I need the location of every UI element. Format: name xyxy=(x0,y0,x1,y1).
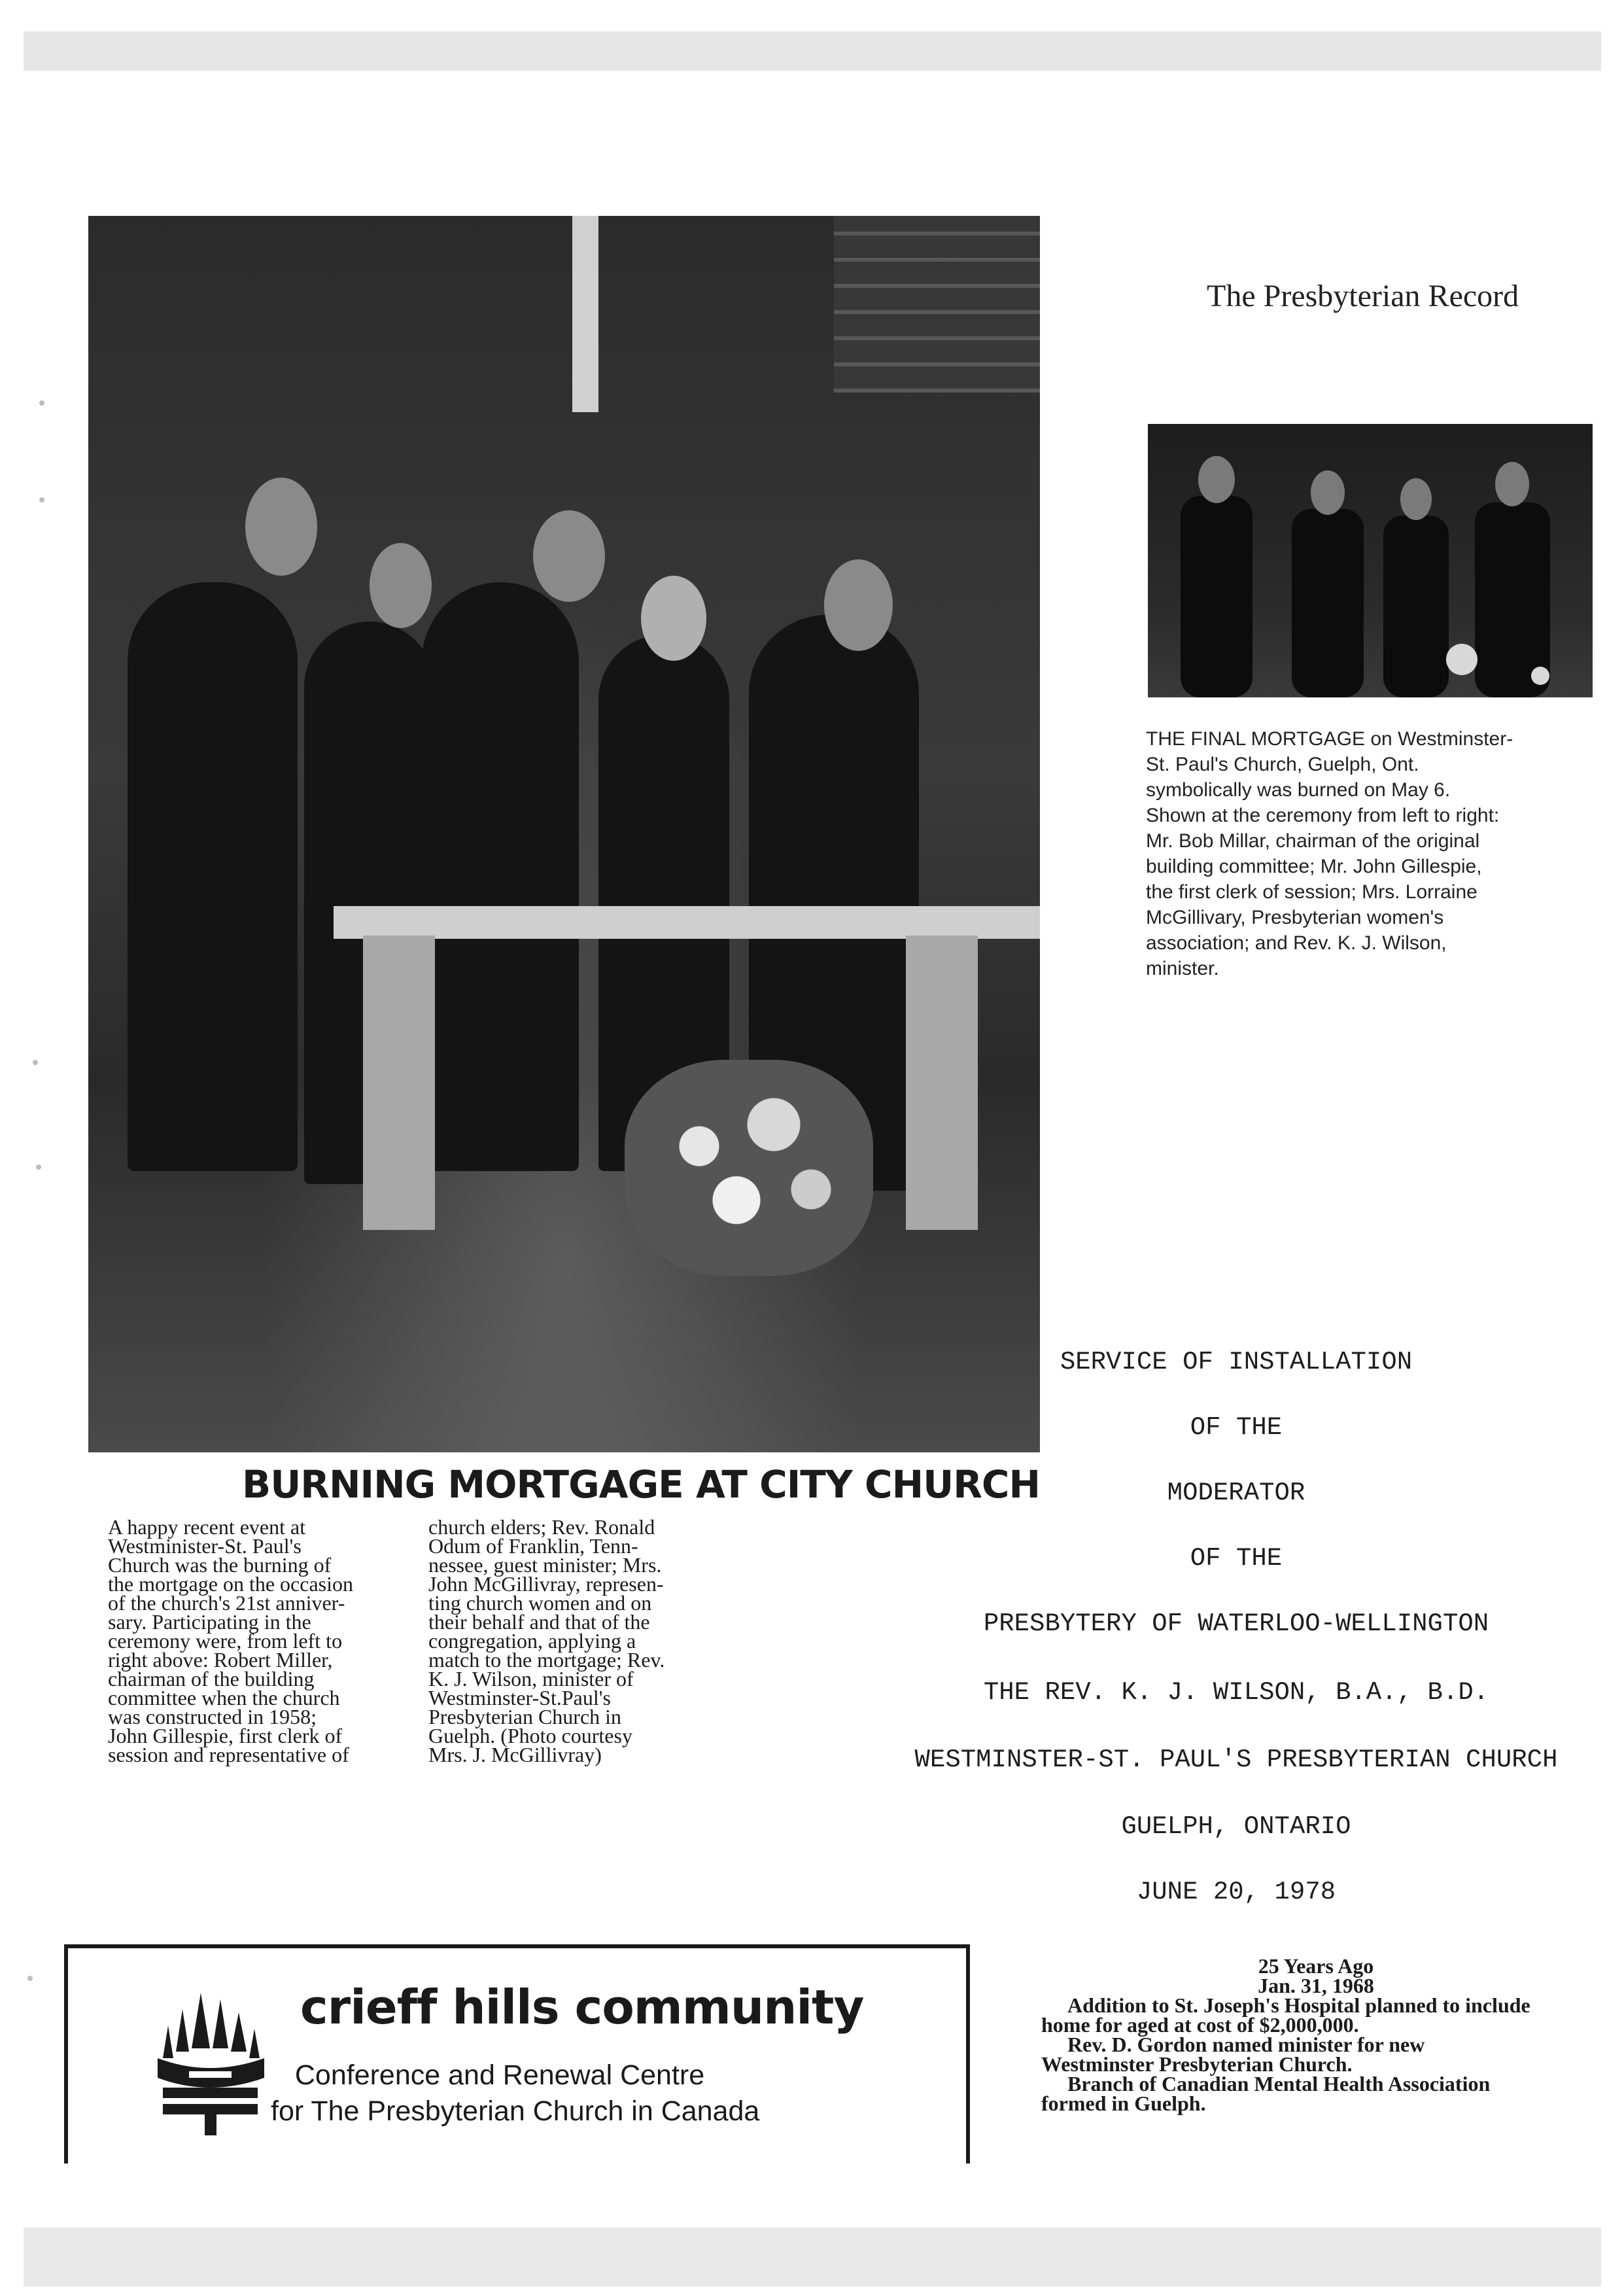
article-line: their behalf and that of the xyxy=(428,1610,650,1634)
service-line: SERVICE OF INSTALLATION xyxy=(1060,1348,1413,1376)
article-line: A happy recent event at xyxy=(108,1515,306,1539)
article-line: John McGillivray, represen- xyxy=(428,1572,664,1596)
years-ago-line: Rev. D. Gordon named minister for new xyxy=(1067,2033,1425,2056)
years-ago-heading: 25 Years Ago xyxy=(1258,1954,1374,1978)
years-ago-line: Branch of Canadian Mental Health Association xyxy=(1067,2072,1491,2095)
ceremony-photo-small xyxy=(1148,424,1593,697)
article-column-1 xyxy=(108,1515,353,1766)
article-headline: BURNING MORTGAGE AT CITY CHURCH xyxy=(242,1462,1040,1507)
article-line: Westminister-St. Paul's xyxy=(108,1534,302,1558)
table-leg xyxy=(363,936,435,1230)
wall-cross xyxy=(572,216,598,412)
article-column-2 xyxy=(428,1515,665,1766)
caption-line: building committee; Mr. John Gillespie, xyxy=(1146,856,1482,877)
caption-line: the first clerk of session; Mrs. Lorraine xyxy=(1146,881,1477,903)
article-line: right above: Robert Miller, xyxy=(108,1648,333,1672)
years-ago-line: home for aged at cost of $2,000,000. xyxy=(1041,2013,1359,2037)
caption-line: symbolically was burned on May 6. xyxy=(1146,779,1451,801)
service-line: WESTMINSTER-ST. PAUL'S PRESBYTERIAN CHURCH xyxy=(914,1745,1558,1774)
caption-line: Mr. Bob Millar, chairman of the original xyxy=(1146,830,1480,852)
scan-edge-top xyxy=(24,31,1601,71)
article-line: ting church women and on xyxy=(428,1591,652,1615)
years-ago-line: Westminster Presbyterian Church. xyxy=(1041,2052,1353,2076)
article-line: John Gillespie, first clerk of xyxy=(108,1724,343,1747)
article-line: Church was the burning of xyxy=(108,1553,332,1577)
service-line: OF THE xyxy=(1190,1544,1283,1573)
small-photo-caption xyxy=(1146,726,1597,981)
scan-speck xyxy=(27,1976,33,1981)
scan-speck xyxy=(36,1165,41,1170)
ceremony-photo-large xyxy=(88,216,1040,1452)
service-line: MODERATOR xyxy=(1167,1479,1305,1507)
caption-line: minister. xyxy=(1146,958,1219,979)
article-line: session and representative of xyxy=(108,1743,349,1766)
article-line: the mortgage on the occasion xyxy=(108,1572,353,1596)
article-line: congregation, applying a xyxy=(428,1629,636,1653)
article-line: Presbyterian Church in xyxy=(428,1705,622,1728)
flame-logo-icon xyxy=(150,1980,271,2137)
years-ago-line: Addition to St. Joseph's Hospital planned to include xyxy=(1067,1993,1530,2017)
article-line: committee when the church xyxy=(108,1686,340,1709)
scan-edge-bottom xyxy=(24,2228,1601,2286)
scan-speck xyxy=(39,400,44,406)
service-line: JUNE 20, 1978 xyxy=(1136,1878,1336,1906)
altar-table xyxy=(334,906,1040,939)
person-silhouette xyxy=(422,582,579,1171)
flower-arrangement xyxy=(625,1060,873,1276)
article-line: Westminster-St.Paul's xyxy=(428,1686,611,1709)
person-silhouette xyxy=(128,582,298,1171)
service-line: GUELPH, ONTARIO xyxy=(1121,1812,1351,1841)
caption-line: McGillivary, Presbyterian women's xyxy=(1146,907,1444,928)
article-line: was constructed in 1958; xyxy=(108,1705,317,1728)
ad-title: crieff hills community xyxy=(300,1980,864,2035)
person-head xyxy=(824,559,893,651)
article-line: Odum of Franklin, Tenn- xyxy=(428,1534,638,1558)
article-line: Guelph. (Photo courtesy xyxy=(428,1724,632,1747)
article-line: of the church's 21st anniver- xyxy=(108,1591,345,1615)
caption-line: St. Paul's Church, Guelph, Ont. xyxy=(1146,754,1419,775)
article-line: K. J. Wilson, minister of xyxy=(428,1667,634,1691)
service-line: THE REV. K. J. WILSON, B.A., B.D. xyxy=(983,1678,1489,1707)
article-line: Mrs. J. McGillivray) xyxy=(428,1743,602,1766)
article-line: church elders; Rev. Ronald xyxy=(428,1515,655,1539)
service-line: OF THE xyxy=(1190,1413,1283,1442)
years-ago-date: Jan. 31, 1968 xyxy=(1258,1974,1374,1997)
person-head xyxy=(641,576,706,661)
table-leg xyxy=(906,936,978,1230)
article-line: chairman of the building xyxy=(108,1667,315,1691)
publication-title: The Presbyterian Record xyxy=(1207,279,1519,313)
article-line: nessee, guest minister; Mrs. xyxy=(428,1553,662,1577)
years-ago-line: formed in Guelph. xyxy=(1041,2092,1206,2115)
person-head xyxy=(245,478,317,576)
caption-line: association; and Rev. K. J. Wilson, xyxy=(1146,932,1447,954)
four-people-silhouettes xyxy=(1148,424,1593,697)
person-head xyxy=(370,543,432,628)
article-line: sary. Participating in the xyxy=(108,1610,311,1634)
scan-speck xyxy=(33,1060,38,1065)
caption-line: THE FINAL MORTGAGE on Westminster- xyxy=(1146,728,1513,750)
article-line: ceremony were, from left to xyxy=(108,1629,343,1653)
scan-speck xyxy=(39,497,44,502)
ad-subtitle: for The Presbyterian Church in Canada xyxy=(271,2095,760,2127)
brick-wall xyxy=(834,216,1040,393)
ad-subtitle: Conference and Renewal Centre xyxy=(294,2059,705,2091)
crieff-hills-ad xyxy=(64,1944,970,2164)
years-ago-column xyxy=(1041,1956,1591,2113)
person-head xyxy=(533,510,605,602)
service-line: PRESBYTERY OF WATERLOO-WELLINGTON xyxy=(983,1609,1489,1638)
caption-line: Shown at the ceremony from left to right: xyxy=(1146,805,1500,826)
article-line: match to the mortgage; Rev. xyxy=(428,1648,665,1672)
